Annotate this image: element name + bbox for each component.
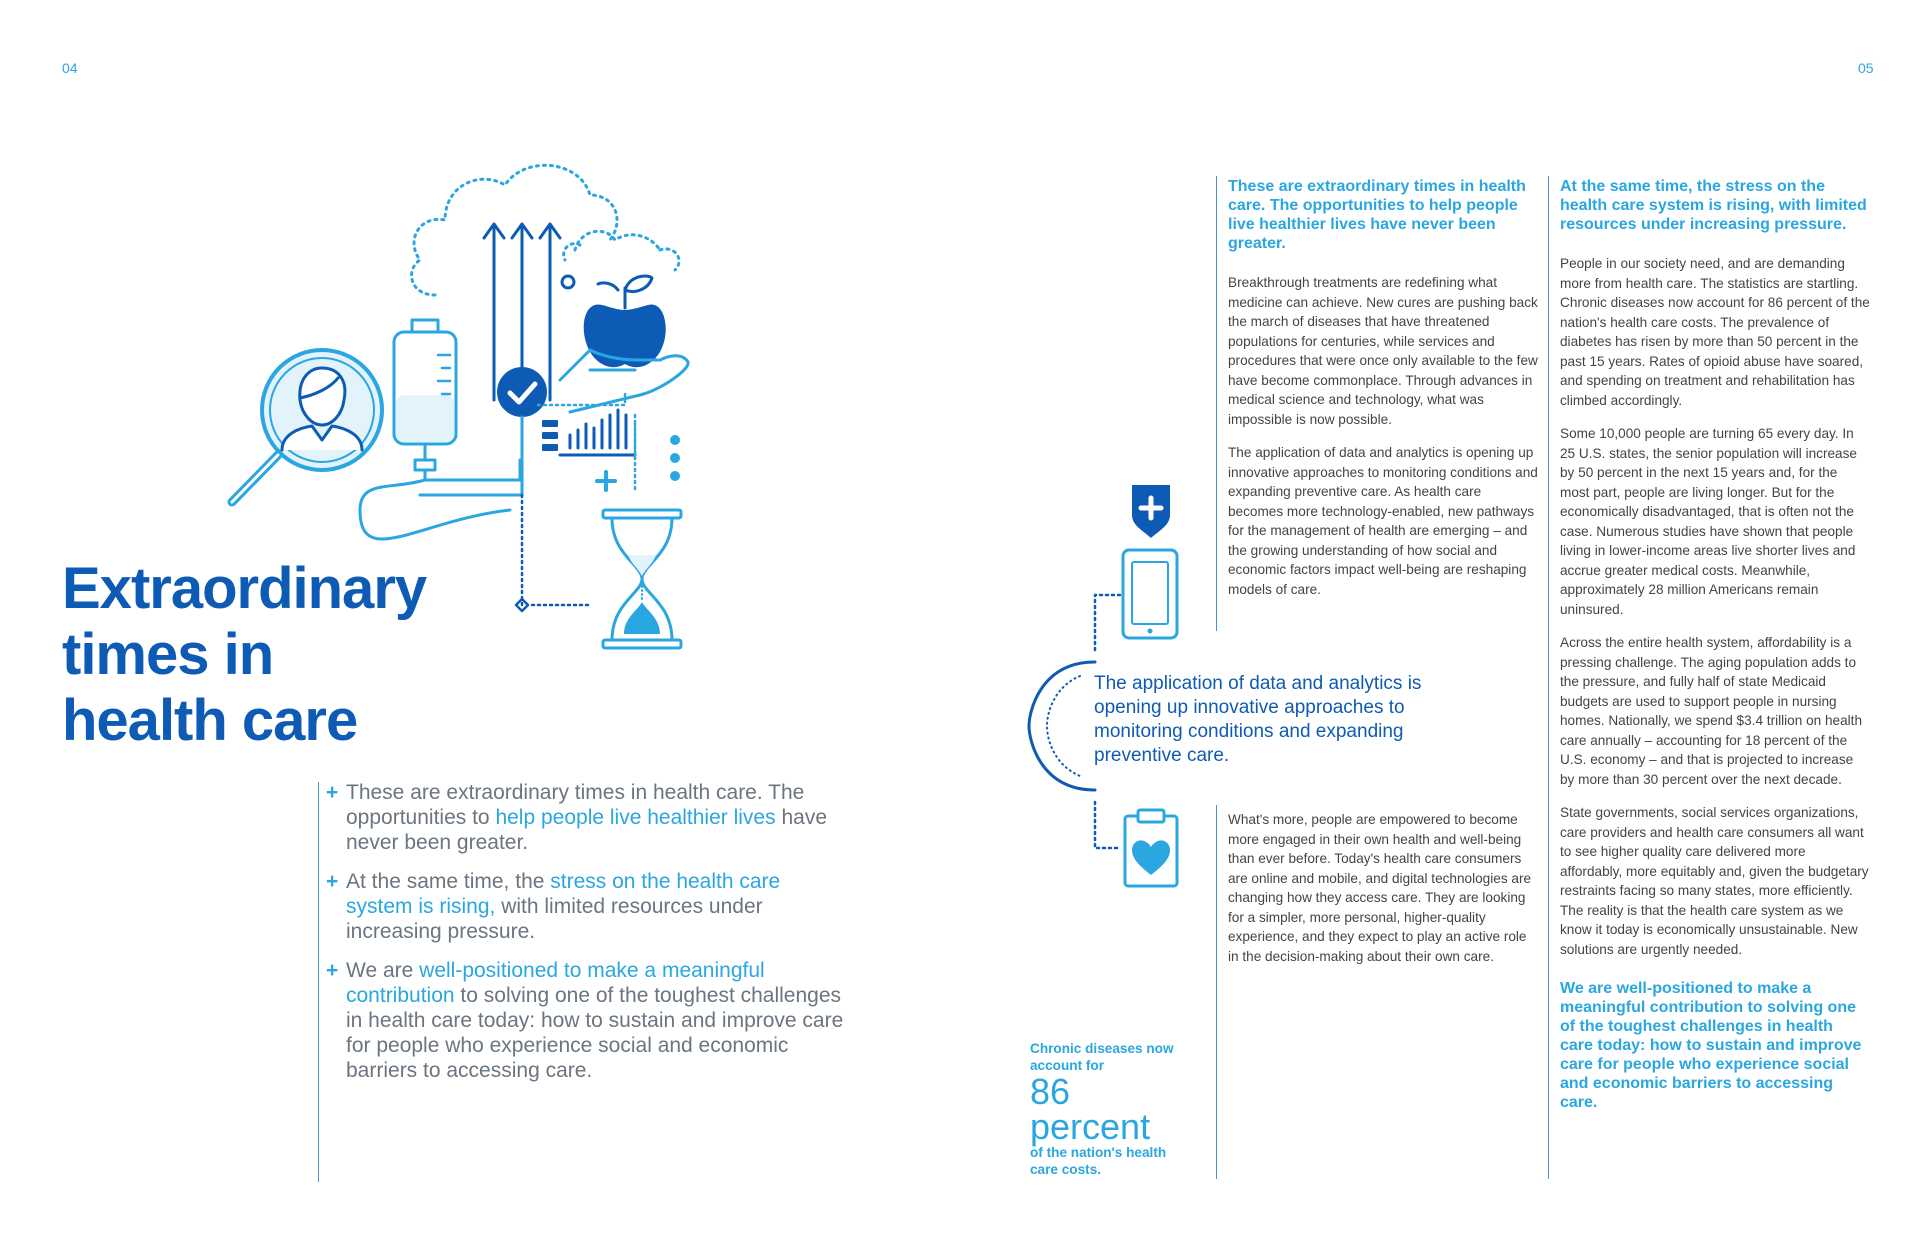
stat-number: 86: [1030, 1071, 1071, 1112]
column2-paragraph: Across the entire health system, affordability is a pressing challenge. The aging population adds to the pressure, and fully half of state Medicaid budgets are used to support people in nursing homes. Nationally, we spend $3.4 trillion on health care annually – accounting for 18 percent of the U.S. economy – and that is projected to increase by more than 30 percent over the next decade.: [1560, 635, 1863, 787]
stat-unit: percent: [1030, 1106, 1151, 1147]
bullets-divider: [318, 782, 319, 1182]
column1-paragraph: Breakthrough treatments are redefining what medicine can achieve. New cures are pushing back the march of diseases that have threatened populations for centuries, while services and procedures that were once only available to the few have become commonplace. Through advances in medical science and technology, what was impossible is now possible.: [1228, 275, 1538, 427]
stat-caption: of the nation's health care costs.: [1030, 1145, 1167, 1177]
plus-icon: +: [326, 781, 339, 804]
bullet-item: + At the same time, the stress on the health care system is rising, with limited resources under increasing pressure.: [326, 870, 781, 943]
column2-paragraph: Some 10,000 people are turning 65 every day. In 25 U.S. states, the senior population will increase by 50 percent in the next 15 years and, for the most part, people are living longer. But for the economically disadvantaged, that is often not the case. Numerous studies have shown that people living in lower-income areas live shorter lives and accrue greater medical costs. Meanwhile, approximately 28 million Americans remain uninsured.: [1560, 426, 1857, 617]
column2-divider: [1548, 176, 1549, 1179]
stat-intro: Chronic diseases now account for: [1030, 1041, 1174, 1073]
plus-icon: +: [326, 870, 339, 893]
bullet-item: + These are extraordinary times in health care. The opportunities to help people live healthier lives have never been greater.: [326, 781, 827, 854]
plus-icon: +: [326, 959, 339, 982]
column1-paragraph: What's more, people are empowered to become more engaged in their own health and well-being than ever before. Today's health care consumers are online and mobile, and digital technologies are changing how they access care. They are looking for a simpler, more personal, higher-quality experience, and they expect to play an active role in the decision-making about their own care.: [1228, 812, 1532, 964]
stat-callout: [1030, 1040, 1180, 1178]
bullet-item: + We are well-positioned to make a meaningful contribution to solving one of the toughest challenges in health care today: how to sustain and improve care for people who experience social and economic barriers to accessing care.: [326, 959, 844, 1082]
column2-closing: We are well-positioned to make a meaningful contribution to solving one of the toughest challenges in health care today: how to sustain and improve care for people who experience social and economic barriers to accessing care.: [1560, 980, 1862, 1111]
summary-bullets: [326, 780, 846, 1097]
pull-quote: The application of data and analytics is opening up innovative approaches to monitoring conditions and expanding preventive care.: [1094, 673, 1422, 766]
title-line-1: Extraordinary: [62, 556, 427, 621]
column-1-lower: [1228, 810, 1538, 980]
column1-divider-bottom: [1216, 805, 1217, 1179]
page-title: [62, 556, 502, 754]
column-1: [1228, 177, 1538, 613]
column1-lead: These are extraordinary times in health care. The opportunities to help people live healthier lives have never been greater.: [1228, 178, 1526, 252]
page-number-left: 04: [62, 60, 78, 76]
column2-lead: At the same time, the stress on the health care system is rising, with limited resources under increasing pressure.: [1560, 178, 1867, 233]
column-2: [1560, 177, 1870, 1126]
column1-divider-top: [1216, 176, 1217, 631]
title-line-2: times in: [62, 622, 274, 687]
column2-paragraph: State governments, social services organizations, care providers and health care consumers all want to see higher quality care delivered more affordably, more equitably and, given the budgetary restraints facing so many states, more efficiently. The reality is that the health care system as we know it today is economically unsustainable. New solutions are urgently needed.: [1560, 805, 1869, 957]
column1-paragraph: The application of data and analytics is opening up innovative approaches to monitoring conditions and expanding preventive care. As health care becomes more technology-enabled, new pathways for the management of health are emerging – and the growing understanding of how social and economic factors impact well-being are reshaping models of care.: [1228, 445, 1538, 597]
page-number-right: 05: [1858, 60, 1874, 76]
title-line-3: health care: [62, 688, 358, 753]
column2-paragraph: People in our society need, and are demanding more from health care. The statistics are startling. Chronic diseases now account for 86 percent of the nation's health care costs. The prevalence of diabetes has risen by more than 50 percent in the past 15 years. Rates of opioid abuse have soared, and spending on treatment and rehabilitation has climbed accordingly.: [1560, 256, 1870, 408]
